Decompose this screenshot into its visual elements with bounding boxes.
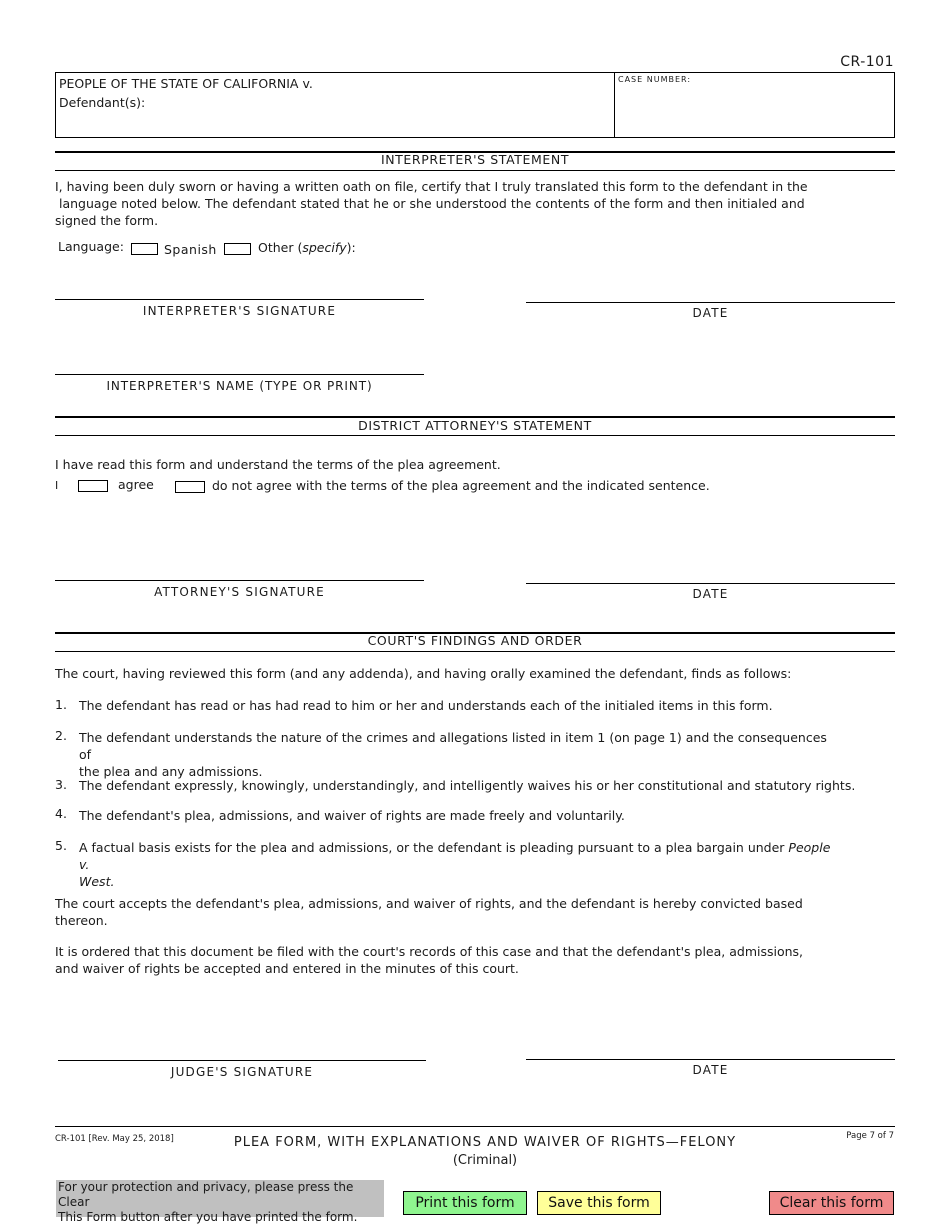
finding-5-case-name-2: West. [79, 874, 115, 889]
court-acceptance-line-1: The court accepts the defendant's plea, admissions, and waiver of rights, and the defendant is hereby convicted based [55, 896, 803, 911]
footer-rule [55, 1126, 895, 1127]
interpreter-date-label: DATE [692, 306, 729, 320]
disagree-label: do not agree with the terms of the plea agreement and the indicated sentence. [212, 478, 710, 493]
privacy-line-2: This Form button after you have printed the form. [58, 1210, 358, 1224]
finding-2-text [79, 729, 839, 780]
interpreter-signature-label: INTERPRETER'S SIGNATURE [142, 304, 337, 318]
finding-5-text [79, 839, 839, 890]
other-label-suffix: ): [346, 240, 356, 255]
interpreter-name-line[interactable] [55, 374, 424, 375]
caption-box [55, 72, 895, 138]
judge-date-label: DATE [692, 1063, 729, 1077]
agree-label: agree [118, 477, 154, 492]
finding-5-number: 5. [55, 838, 67, 853]
attorney-date-line[interactable] [526, 583, 895, 584]
case-number-label: CASE NUMBER: [618, 75, 692, 84]
court-title-rule [55, 651, 895, 652]
spanish-checkbox[interactable] [131, 243, 158, 255]
court-acceptance-line-2: thereon. [55, 913, 108, 928]
court-title: COURT'S FINDINGS AND ORDER [367, 633, 583, 648]
finding-4-number: 4. [55, 806, 67, 821]
people-text: PEOPLE OF THE STATE OF CALIFORNIA v. [59, 76, 313, 91]
clear-form-button[interactable]: Clear this form [769, 1191, 894, 1215]
interpreter-name-label: INTERPRETER'S NAME (TYPE OR PRINT) [106, 379, 373, 393]
da-title-rule [55, 435, 895, 436]
attorney-date-label: DATE [692, 587, 729, 601]
finding-2-line-1: The defendant understands the nature of the crimes and allegations listed in item 1 (on page 1) and the consequences of [79, 730, 827, 762]
interpreter-date-line[interactable] [526, 302, 895, 303]
spanish-label: Spanish [164, 242, 217, 257]
finding-5-case-name-1: People v. [79, 840, 831, 872]
footer-title: PLEA FORM, WITH EXPLANATIONS AND WAIVER OF RIGHTS—FELONY [233, 1135, 737, 1150]
finding-4-text: The defendant's plea, admissions, and waiver of rights are made freely and voluntarily. [79, 808, 625, 823]
finding-3-text: The defendant expressly, knowingly, understandingly, and intelligently waives his or her constitutional and statutory rights. [79, 778, 856, 793]
da-statement: I have read this form and understand the terms of the plea agreement. [55, 457, 501, 472]
interpreter-title-rule [55, 170, 895, 171]
interpreter-title: INTERPRETER'S STATEMENT [380, 152, 570, 167]
finding-5-line-1: A factual basis exists for the plea and admissions, or the defendant is pleading pursuant to a plea bargain under [79, 840, 789, 855]
save-form-button[interactable]: Save this form [537, 1191, 661, 1215]
print-form-button[interactable]: Print this form [403, 1191, 527, 1215]
interpreter-statement-line-1: I, having been duly sworn or having a written oath on file, certify that I truly translated this form to the defendant in the [55, 179, 808, 194]
footer-page: Page 7 of 7 [846, 1131, 894, 1141]
privacy-notice [56, 1180, 384, 1224]
interpreter-statement-line-2: language noted below. The defendant stated that he or she understood the contents of the form and then initialed and [55, 196, 805, 211]
attorney-signature-label: ATTORNEY'S SIGNATURE [154, 585, 325, 599]
language-label: Language: [58, 239, 124, 254]
da-i-label: I [55, 479, 59, 492]
attorney-signature-line[interactable] [55, 580, 424, 581]
footer-subtitle: (Criminal) [452, 1153, 518, 1168]
court-order-line-1: It is ordered that this document be filed with the court's records of this case and that the defendant's plea, admissions, [55, 944, 804, 959]
finding-1-number: 1. [55, 697, 67, 712]
interpreter-statement-line-3: signed the form. [55, 213, 159, 228]
finding-2-line-2: the plea and any admissions. [79, 764, 263, 779]
da-title: DISTRICT ATTORNEY'S STATEMENT [358, 418, 592, 433]
judge-signature-label: JUDGE'S SIGNATURE [170, 1065, 314, 1079]
other-label-specify: specify [302, 240, 347, 255]
court-order-line-2: and waiver of rights be accepted and entered in the minutes of this court. [55, 961, 519, 976]
footer-revision: CR-101 [Rev. May 25, 2018] [55, 1134, 174, 1144]
caption-divider [614, 73, 615, 137]
finding-2-number: 2. [55, 728, 67, 743]
privacy-line-1: For your protection and privacy, please press the Clear [58, 1180, 354, 1209]
finding-3-number: 3. [55, 777, 67, 792]
form-code: CR-101 [840, 54, 894, 70]
interpreter-signature-line[interactable] [55, 299, 424, 300]
finding-1-text: The defendant has read or has had read to him or her and understands each of the initialed items in this form. [79, 698, 773, 713]
other-label-prefix: Other ( [258, 240, 303, 255]
other-language-checkbox[interactable] [224, 243, 251, 255]
other-language-label [258, 239, 356, 256]
disagree-checkbox[interactable] [175, 481, 205, 493]
court-acceptance [55, 895, 855, 929]
court-order [55, 943, 855, 977]
agree-checkbox[interactable] [78, 480, 108, 492]
judge-date-line[interactable] [526, 1059, 895, 1060]
judge-signature-line[interactable] [58, 1060, 426, 1061]
interpreter-statement [55, 178, 845, 229]
court-intro: The court, having reviewed this form (and any addenda), and having orally examined the defendant, finds as follows: [55, 666, 792, 681]
defendant-label: Defendant(s): [59, 95, 146, 110]
